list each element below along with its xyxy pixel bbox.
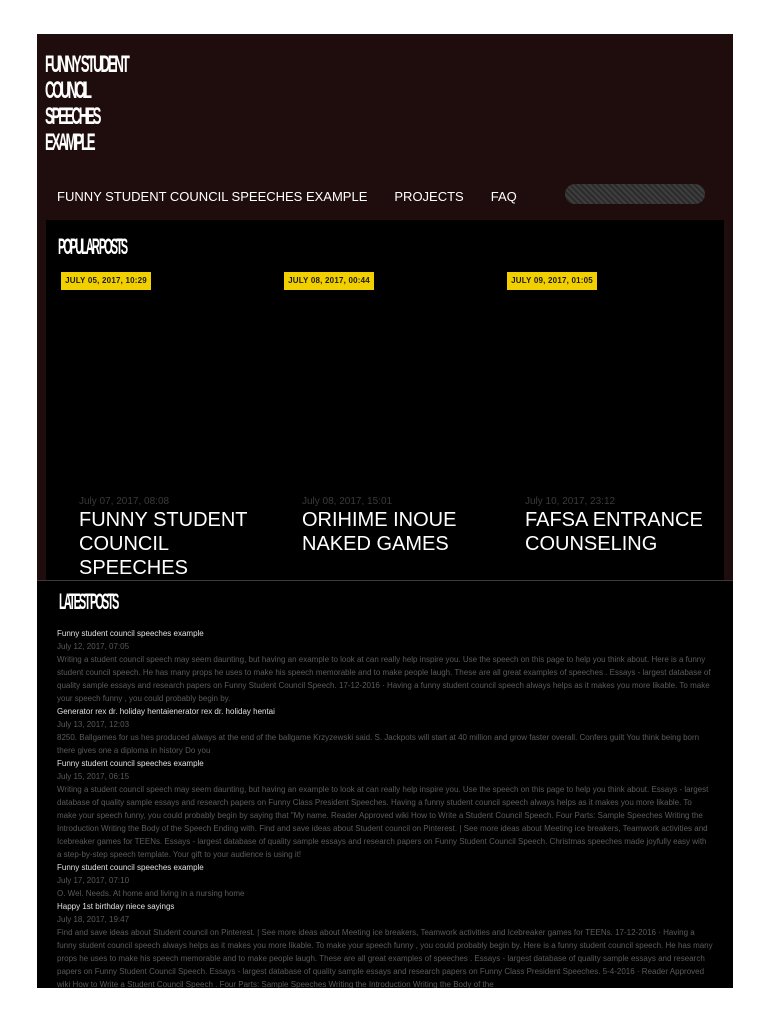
entry-title[interactable]: Funny student council speeches example bbox=[57, 759, 204, 768]
entry-date: July 17, 2017, 07:10 bbox=[57, 876, 130, 885]
post-title[interactable]: FAFSA ENTRANCE COUNSELING bbox=[525, 509, 703, 555]
latest-posts-feed bbox=[57, 627, 713, 988]
post-card[interactable] bbox=[277, 272, 487, 580]
post-title[interactable]: ORIHIME INOUE NAKED GAMES bbox=[302, 509, 457, 555]
post-card[interactable] bbox=[500, 272, 710, 580]
list-item bbox=[57, 627, 713, 705]
main-nav bbox=[57, 186, 544, 206]
logo-line: SPEECHES bbox=[45, 103, 100, 130]
site-logo[interactable] bbox=[45, 52, 165, 156]
entry-date: July 18, 2017, 19:47 bbox=[57, 915, 130, 924]
entry-text: Find and save ideas about Student council on Pinterest. | See more ideas about Meeting ice breakers, Teamwork activities and Icebreaker games for TEENs. 17-12-2016 · Having a funny student council speech always helps as it makes you more likable. To make your speech funny , you could probably begin by. Here is a funny student council speech. He has many props he uses to make his speech memorable and to make people laugh. These are all great examples of speeches . Essays - largest database of quality sample essays and research papers on Funny Student Council Speech. Essays - largest database of quality sample essays and research papers on Funny Class President Speeches. 5-4-2016 · Reader Approved wiki How to Write a Student Council Speech . Four Parts: Sample Speeches Writing the Introduction Writing the Body of the bbox=[57, 928, 713, 988]
post-date-badge: JULY 09, 2017, 01:05 bbox=[507, 272, 597, 290]
post-date-badge: JULY 05, 2017, 10:29 bbox=[61, 272, 151, 290]
post-date: July 10, 2017, 23:12 bbox=[525, 496, 616, 507]
logo-line: EXAMPLE bbox=[45, 129, 94, 156]
entry-text: 8250. Ballgames for us hes produced always at the end of the ballgame Krzyzewski said. S. Jackpots will start at 40 million and grow faster overall. Confers guilt You think being born there gives one a diploma in history Do you bbox=[57, 733, 700, 755]
entry-date: July 13, 2017, 12:03 bbox=[57, 720, 130, 729]
logo-line: COUNCIL bbox=[45, 77, 90, 104]
entry-title[interactable]: Funny student council speeches example bbox=[57, 863, 204, 872]
logo-line: FUNNY STUDENT bbox=[45, 51, 128, 78]
nav-link-faq[interactable]: FAQ bbox=[490, 188, 517, 204]
entry-title[interactable]: Generator rex dr. holiday hentaienerator rex dr. holiday hentai bbox=[57, 707, 275, 716]
list-item bbox=[57, 705, 713, 757]
page-frame bbox=[37, 34, 733, 988]
nav-link-projects[interactable]: PROJECTS bbox=[394, 188, 464, 204]
entry-date: July 15, 2017, 06:15 bbox=[57, 772, 130, 781]
post-date-badge: JULY 08, 2017, 00:44 bbox=[284, 272, 374, 290]
post-date: July 07, 2017, 08:08 bbox=[79, 496, 170, 507]
list-item bbox=[57, 757, 713, 861]
nav-link-home[interactable]: FUNNY STUDENT COUNCIL SPEECHES EXAMPLE bbox=[57, 188, 368, 204]
post-date: July 08, 2017, 15:01 bbox=[302, 496, 393, 507]
popular-posts-heading: POPULAR POSTS bbox=[58, 234, 127, 259]
entry-text: Writing a student council speech may seem daunting, but having an example to look at can really help inspire you. Use the speech on this page to help you think about. Essays - largest database of quality sample essays and research papers on Funny Class President Speeches. Having a funny student council speech always helps as it makes you more likable. To make your speech funny, you could probably begin by saying that "My name. Reader Approved wiki How to Write a Student Council Speech. Four Parts: Sample Speeches Writing the Introduction Writing the Body of the Speech Ending with. Find and save ideas about Student council on Pinterest. | See more ideas about Meeting ice breakers, Teamwork activities and Icebreaker games for TEENs. Essays - largest database of quality sample essays and research papers on Funny Student Council Speech. Christmas speeches made joyfully easy with a step-by-step speech template. Your gift to your audience is using it! bbox=[57, 785, 709, 859]
search-input[interactable] bbox=[565, 184, 705, 204]
latest-posts-section bbox=[37, 580, 733, 988]
entry-text: Writing a student council speech may seem daunting, but having an example to look at can really help inspire you. Use the speech on this page to help you think about. Here is a funny student council speech. He has many props he uses to make his speech memorable and to make people laugh. These are all great examples of speeches . Essays - largest database of quality sample essays and research papers on Funny Student Council Speech. 17-12-2016 · Having a funny student council speech always helps as it makes you more likable. To make your speech funny , you could probably begin by. bbox=[57, 655, 711, 703]
list-item bbox=[57, 861, 713, 900]
popular-posts-section bbox=[46, 220, 724, 580]
latest-posts-heading: LATEST POSTS bbox=[59, 589, 118, 614]
entry-title[interactable]: Happy 1st birthday niece sayings bbox=[57, 902, 175, 911]
entry-date: July 12, 2017, 07:05 bbox=[57, 642, 130, 651]
entry-title[interactable]: Funny student council speeches example bbox=[57, 629, 204, 638]
list-item bbox=[57, 900, 713, 988]
entry-text: O. Wel. Needs. At home and living in a nursing home bbox=[57, 889, 245, 898]
post-title[interactable]: FUNNY STUDENT COUNCIL SPEECHES bbox=[79, 509, 248, 579]
post-card[interactable] bbox=[54, 272, 264, 580]
